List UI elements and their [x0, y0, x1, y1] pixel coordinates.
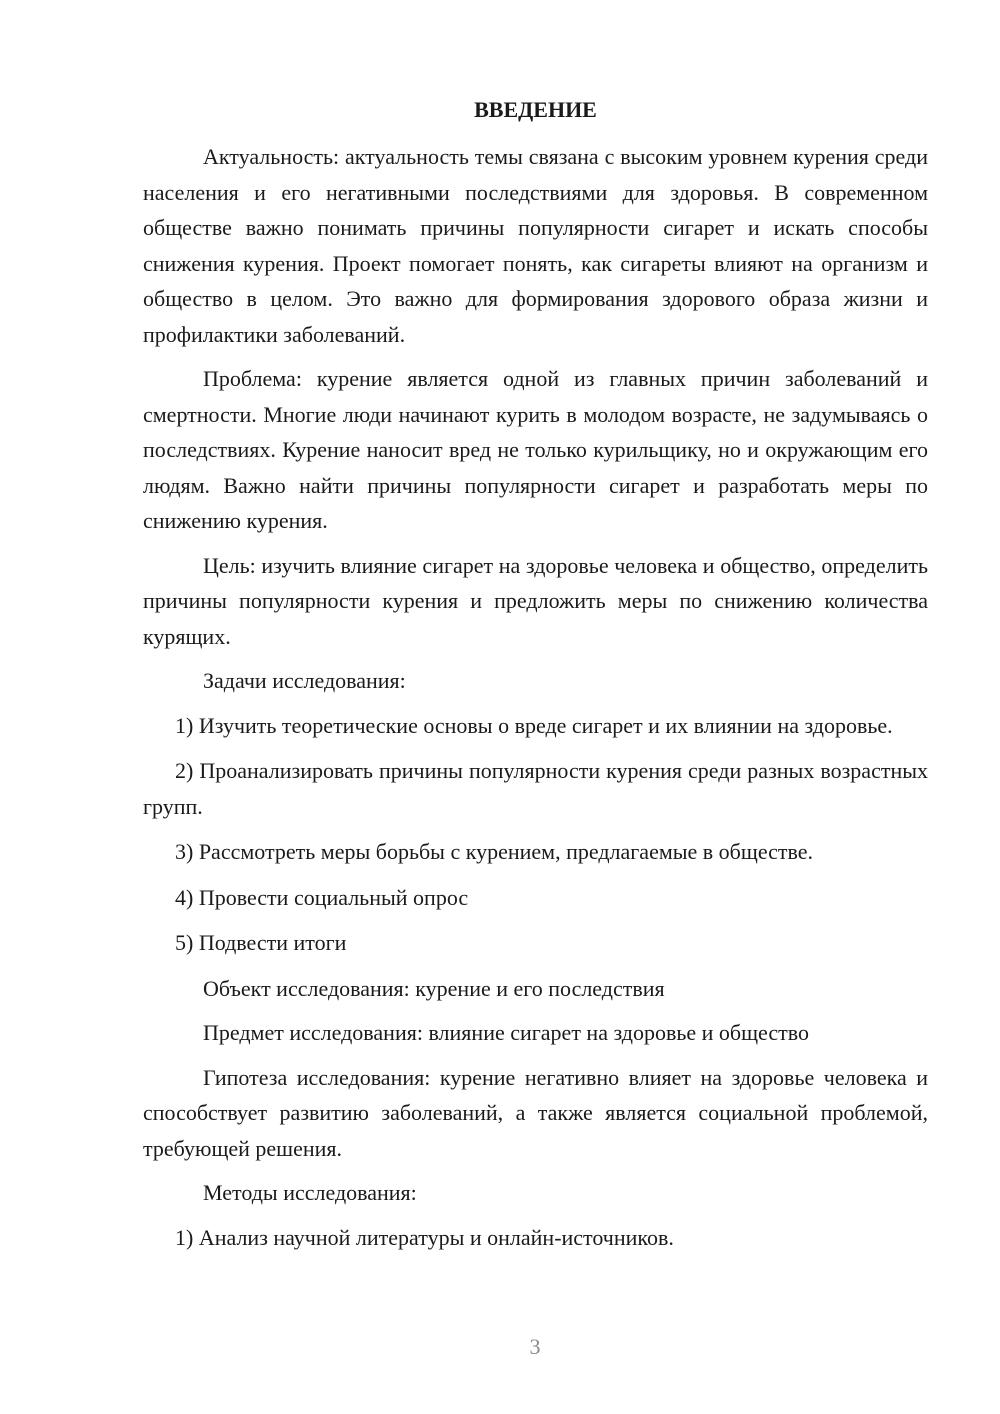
task-item-5: 5) Подвести итоги — [175, 930, 347, 955]
problem-paragraph: Проблема: курение является одной из главных причин заболеваний и смертности. Многие люди начинают курить в молодом возрасте, не задумываясь о последствиях. Курение наносит вред не только курильщику, но и окружающим его людям. Важно найти причины популярности сигарет и разработать меры по снижению курения. — [143, 366, 928, 533]
section-title: ВВЕДЕНИЕ — [474, 97, 597, 122]
goal-paragraph: Цель: изучить влияние сигарет на здоровье человека и общество, определить причины популярности курения и предложить меры по снижению количества курящих. — [143, 552, 928, 649]
subject-line: Предмет исследования: влияние сигарет на здоровье и общество — [203, 1020, 809, 1045]
task-item-3: 3) Рассмотреть меры борьбы с курением, предлагаемые в обществе. — [175, 839, 814, 864]
task-item-1: 1) Изучить теоретические основы о вреде сигарет и их влиянии на здоровье. — [175, 712, 893, 738]
task-item-4: 4) Провести социальный опрос — [175, 884, 469, 910]
hypothesis-paragraph: Гипотеза исследования: курение негативно влияет на здоровье человека и способствует развитию заболеваний, а также является социальной проблемой, требующей решения. — [143, 1064, 928, 1161]
methods-heading: Методы исследования: — [203, 1180, 417, 1205]
page-number: 3 — [529, 1334, 541, 1359]
tasks-heading: Задачи исследования: — [203, 668, 406, 693]
method-item-1: 1) Анализ научной литературы и онлайн-источников. — [175, 1224, 674, 1250]
page-content — [143, 92, 928, 1265]
task-item-2: 2) Проанализировать причины популярности курения среди разных возрастных групп. — [143, 758, 928, 819]
object-line: Объект исследования: курение и его последствия — [203, 975, 665, 1001]
relevance-paragraph: Актуальность: актуальность темы связана с высоким уровнем курения среди населения и его негативными последствиями для здоровья. В современном обществе важно понимать причины популярности сигарет и искать способы снижения курения. Проект помогает понять, как сигареты влияют на организм и общество в целом. Это важно для формирования здорового образа жизни и профилактики заболеваний. — [143, 144, 928, 347]
